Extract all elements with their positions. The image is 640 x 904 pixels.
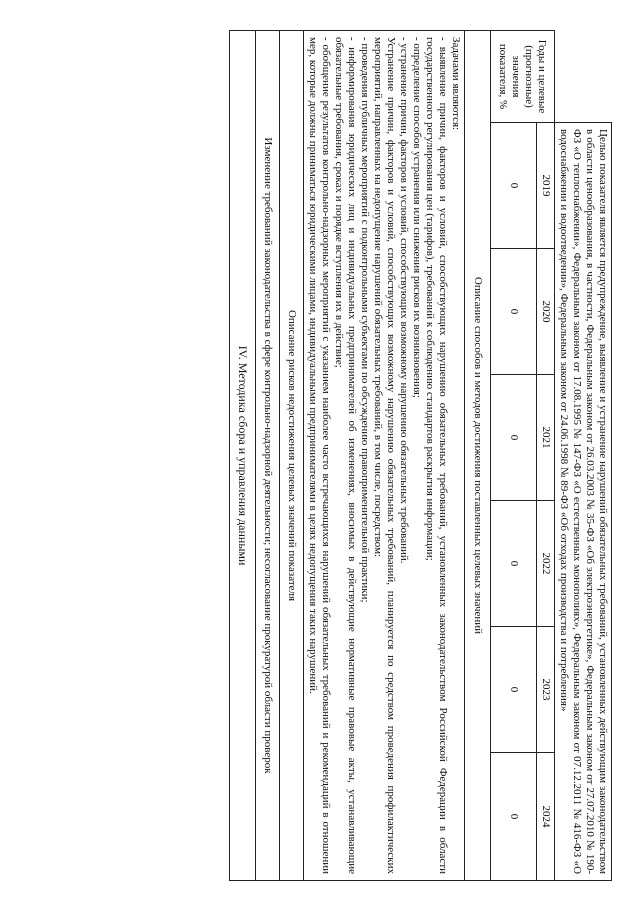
value-2019: 0 [491,123,537,249]
value-2023: 0 [491,627,537,753]
section-heading: IV. Методика сбора и управления данными [230,31,256,881]
methods-heading-row [465,31,491,881]
methods-heading: Описание способов и методов достижения поставленных целевых значений [465,31,491,881]
year-2019: 2019 [537,123,555,249]
goal-row [555,31,612,881]
year-2021: 2021 [537,375,555,501]
task-item: - устранение причин, факторов и условий, способствующих возможному нарушению обязательных требований. [398,37,410,564]
task-item: - информирования юридических лиц и индивидуальных предпринимателей об изменениях, вносимых в действующие нормативные правовые акты, устанавливающие обязательные требования, сроках и порядке вступления их в действие; [333,37,358,875]
years-row [537,31,555,881]
tasks-cell [304,31,465,881]
years-label: Годы и целевые (прогнозные) значения показателя, % [491,31,555,123]
year-2023: 2023 [537,627,555,753]
risks-text: Изменение требований законодательства в сфере контрольно-надзорной деятельности; несогласование прокуратурой области проверок [256,31,280,881]
goal-text: Целью показателя является предупреждение, выявление и устранение нарушений обязательных требований, установленных действующим законодательством в области ценообразования, в частности, Федеральным законом от 26.03.2003 № 35-ФЗ «Об электроэнергетике», Федеральным законом от 27.07.2010 № 190-ФЗ «О теплоснабжении», Федеральным законом от 17.08.1995 № 147-ФЗ «О естественных монополиях», Федеральным законом от 07.12.2011 № 416-ФЗ «О водоснабжении и водоотведении», Федеральным законом от 24.06.1998 № 89-ФЗ «Об отходах производства и потребления» [555,123,612,881]
tasks-row [304,31,465,881]
values-row [491,31,537,881]
task-item: - обобщение результатов контрольно-надзорных мероприятий с указанием наиболее часто встречающихся нарушений обязательных требований и рекомендаций в отношении мер, которые должны приниматься юридическими лицами, индивидуальными предпринимателями в целях недопущения таких нарушений. [307,37,332,875]
value-2024: 0 [491,753,537,881]
section-heading-row [230,31,256,881]
tasks-title: Задачами являются: [450,37,462,131]
task-item: - выявление причин, факторов и условий, способствующих нарушению обязательных требований, установленных законодательством Российской Федерации в области государственного регулирования цен (тарифов), требований к соблюдению стандартов раскрытия информации; [424,37,449,875]
value-2021: 0 [491,375,537,501]
year-2020: 2020 [537,249,555,375]
task-item: - проведения публичных мероприятий с подконтрольными субъектами по обсуждению правоприменительной практики; [359,37,371,603]
task-item: Устранение причин, факторов и условий, способствующих возможному нарушению обязательных требований, планируется по средством проведения профилактических мероприятий, направленных на недопущение нарушений обязательных требований, в том числе, посредством: [372,37,397,875]
task-item: - определение способов устранения или снижения рисков их возникновения; [411,37,423,398]
risks-row [256,31,280,881]
risks-heading-row [280,31,304,881]
rotated-table-area [112,30,612,880]
value-2020: 0 [491,249,537,375]
year-2022: 2022 [537,501,555,627]
value-2022: 0 [491,501,537,627]
year-2024: 2024 [537,753,555,881]
risks-heading: Описание рисков недостижения целевых значений показателя [280,31,304,881]
indicator-table [229,30,612,881]
